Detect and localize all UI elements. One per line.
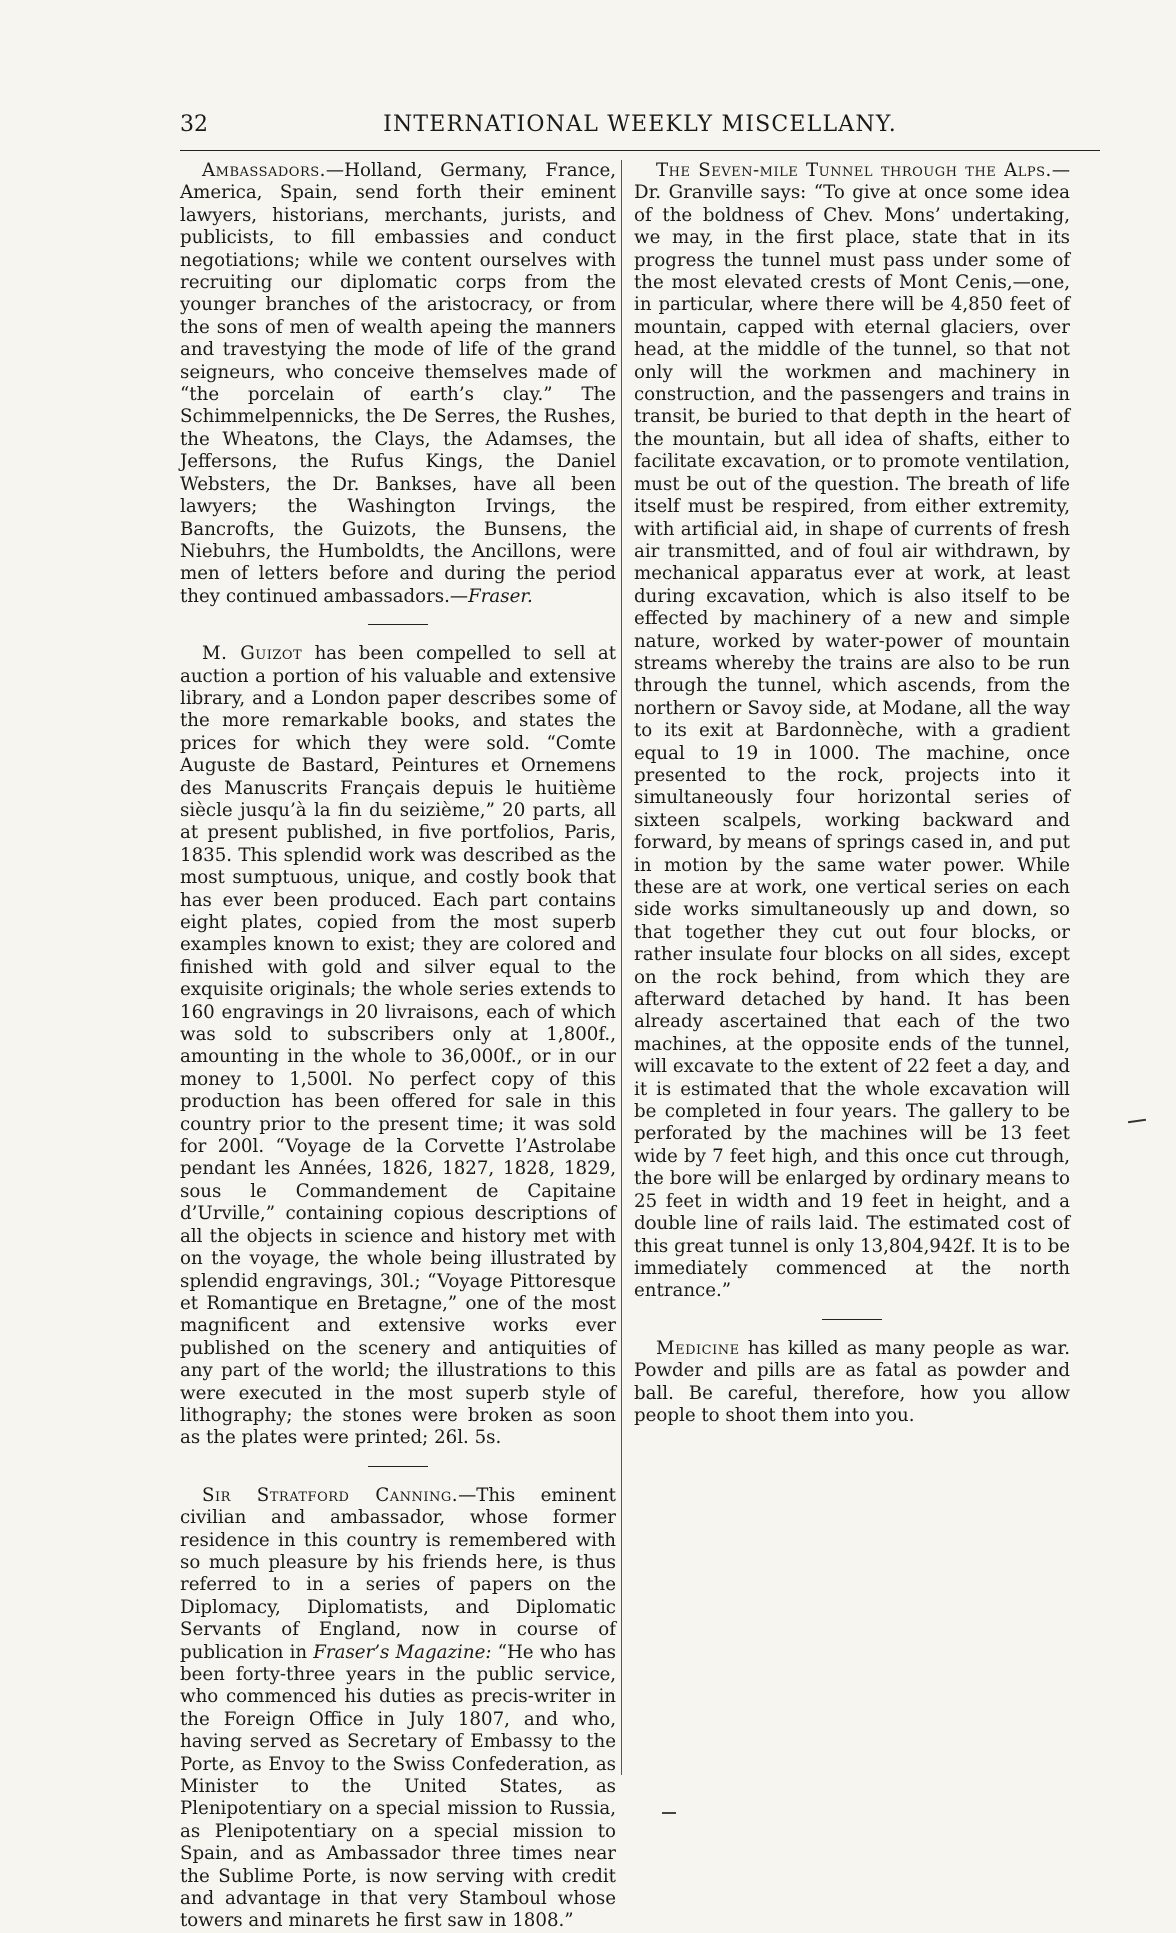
article-canning — [180, 1485, 616, 1933]
article-body: has been compelled to sell at auction a portion of his valuable and extensive library, and a London paper describes some of the more remarkable books, and states the prices for which they were sold. “Comte Auguste de Bastard, Peintures et Ornemens des Manuscrits Français depuis le huitième siècle jusqu’à la fin du seizième,” 20 parts, all at present published, in five portfolios, Paris, 1835. This splendid work was described as the most sumptuous, unique, and costly book that has ever been produced. Each part contains eight plates, copied from the most superb examples known to exist; they are colored and finished with gold and silver equal to the exquisite originals; the whole series extends to 160 engravings in 20 livraisons, each of which was sold to subscribers only at 1,800f., amounting in the whole to 36,000f., or in our money to 1,500l. No perfect copy of this production has been offered for sale in this country prior to the present time; it was sold for 200l. “Voyage de la Corvette l’Astrolabe pendant les Années, 1826, 1827, 1828, 1829, sous le Commandement de Capitaine d’Urville,” containing copious descriptions of all the objects in science and history met with on the voyage, the whole being illustrated by splendid engravings, 30l.; “Voyage Pittoresque et Romantique en Bretagne,” one of the most magnificent and extensive works ever published on the scenery and antiquities of any part of the world; the illustrations to this were executed in the most superb style of lithography; the stones were broken as soon as the plates were printed; 26l. 5s. — [180, 643, 616, 1449]
page-header — [180, 112, 1100, 148]
section-divider — [368, 1466, 428, 1467]
article-head: The Seven-mile Tunnel through the Alps. — [656, 160, 1052, 181]
magazine-title: Fraser’s Magazine: — [313, 1641, 492, 1663]
article-head: Medicine — [656, 1337, 740, 1359]
margin-mark — [1128, 1119, 1146, 1123]
article-guizot — [180, 643, 616, 1450]
article-ambassadors — [180, 160, 616, 608]
page-bottom-mark — [662, 1812, 676, 1814]
article-head: M. Guizot — [202, 643, 303, 665]
article-head: Sir Stratford Canning. — [202, 1484, 459, 1506]
column-divider — [621, 160, 622, 1775]
running-title: INTERNATIONAL WEEKLY MISCELLANY. — [383, 112, 897, 137]
article-body: has killed as many people as war. Powder and pills are as fatal as powder and ball. Be careful, therefore, how you allow people to shoot them into you. — [634, 1337, 1070, 1426]
article-body: —Dr. Granville says: “To give at once some idea of the boldness of Chev. Mons’ undertaking, we may, in the first place, state that in its progress the tunnel must pass under some of the most elevated crests of Mont Cenis,—one, in particular, where there will be 4,850 feet of mountain, capped with eternal glaciers, over head, at the middle of the tunnel, so that not only will the workmen and machinery in construction, and the passengers and trains in transit, be buried to that depth in the heart of the mountain, but all idea of shafts, either to facilitate excavation, or to promote ventilation, must be out of the question. The breath of life itself must be respired, from either extremity, with artificial aid, in shape of currents of fresh air transmitted, and of foul air withdrawn, by mechanical apparatus ever at work, at least during excavation, which is also itself to be effected by machinery of a new and simple nature, worked by water-power of mountain streams whereby the trains are also to be run through the tunnel, which ascends, from the northern or Savoy side, at Modane, all the way to its exit at Bardonnèche, with a gradient equal to 19 in 1000. The machine, once presented to the rock, projects into it simultaneously four horizontal series of sixteen scalpels, working backward and forward, by means of springs cased in, and put in motion by the same water power. While these are at work, one vertical series on each side works simultaneously up and down, so that together they cut out four blocks, or rather insulate four blocks on all sides, except on the rock behind, from which they are afterward detached by hand. It has been already ascertained that each of the two machines, at the opposite ends of the tunnel, will excavate to the extent of 22 feet a day, and it is estimated that the whole excavation will be completed in four years. The gallery to be perforated by the machines will be 13 feet wide by 7 feet high, and this once cut through, the bore will be enlarged by ordinary means to 25 feet in width and 19 feet in height, and a double line of rails laid. The estimated cost of this great tunnel is only 13,804,942f. It is to be immediately commenced at the north entrance.” — [634, 160, 1070, 1302]
article-tunnel — [634, 160, 1070, 1303]
article-body: —Holland, Germany, France, America, Spain, send forth their eminent lawyers, historians, merchants, jurists, and publicists, to fill embassies and conduct negotiations; while we content ourselves with recruiting our diplomatic corps from the younger branches of the aristocracy, or from the sons of men of wealth apeing the manners and travestying the mode of life of the grand seigneurs, who conceive themselves made of “the porcelain of earth’s clay.” The Schimmelpennicks, the De Serres, the Rushes, the Wheatons, the Clays, the Adamses, the Jeffersons, the Rufus Kings, the Daniel Websters, the Dr. Bankses, have all been lawyers; the Washington Irvings, the Bancrofts, the Guizots, the Bunsens, the Niebuhrs, the Humboldts, the Ancillons, were men of letters before and during the period they continued ambassadors. — [180, 160, 616, 607]
article-body: —This eminent civilian and ambassador, whose former residence in this country is remembered with so much pleasure by his friends here, is thus referred to in a series of papers on the Diplomacy, Diplomatists, and Diplomatic Servants of England, now in course of publication in — [180, 1484, 616, 1663]
page-number: 32 — [180, 112, 208, 137]
left-column — [180, 160, 616, 1933]
article-medicine — [634, 1338, 1070, 1428]
article-source: —Fraser. — [449, 585, 533, 607]
section-divider — [368, 624, 428, 625]
section-divider — [822, 1319, 882, 1320]
header-rule — [180, 150, 1100, 151]
article-head: Ambassadors. — [202, 160, 326, 181]
article-body-continued: “He who has been forty-three years in the public service, who commenced his duties as precis-writer in the Foreign Office in July 1807, and who, having served as Secretary of Embassy to the Porte, as Envoy to the Swiss Confederation, as Minister to the United States, as Plenipotentiary on a special mission to Russia, as Plenipotentiary on a special mission to Spain, and as Ambassador three times near the Sublime Porte, is now serving with credit and advantage in that very Stamboul whose towers and minarets he first saw in 1808.” — [180, 1641, 616, 1932]
right-column — [634, 160, 1070, 1427]
